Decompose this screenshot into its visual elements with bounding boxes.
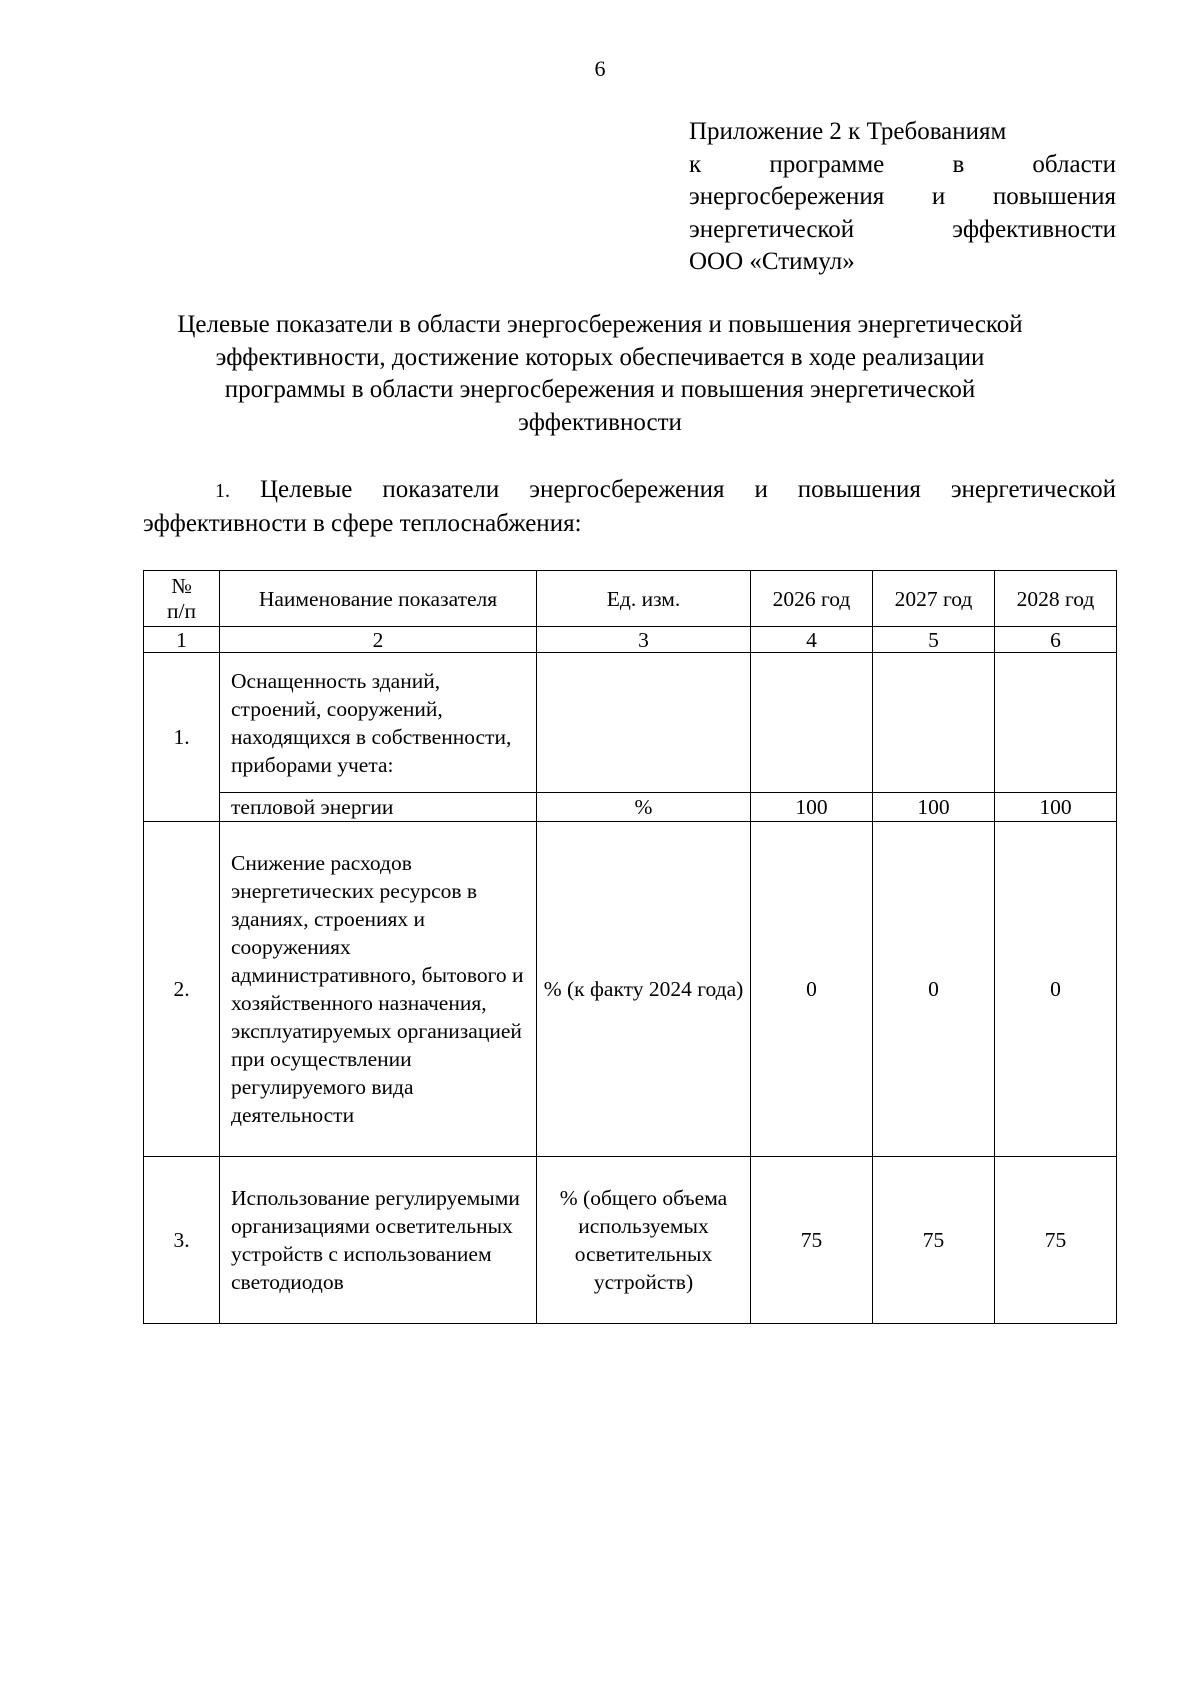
header-2028: 2028 год — [995, 571, 1117, 627]
row-number: 2. — [144, 822, 220, 1157]
title-line: Целевые показатели в области энергосбережения и повышения энергетической — [177, 311, 1023, 338]
header-number-sign: № — [171, 573, 192, 598]
column-number: 1 — [144, 627, 220, 653]
row-value-empty — [751, 653, 873, 793]
header-name: Наименование показателя — [220, 571, 537, 627]
page-number: 6 — [594, 56, 606, 81]
column-number-row — [144, 627, 1117, 653]
row-value-2026: 75 — [751, 1157, 873, 1324]
subrow-value-2028: 100 — [995, 793, 1117, 822]
row-value-2028: 0 — [995, 822, 1117, 1157]
row-name: Использование регулируемыми организациями осветительных устройств с использованием светодиодов — [220, 1157, 537, 1324]
header-number-abbr: п/п — [167, 598, 196, 623]
document-title — [0, 309, 1200, 439]
column-number: 5 — [873, 627, 995, 653]
row-name: Оснащенность зданий, строений, сооружений, находящихся в собственности, приборами учета: — [220, 653, 537, 793]
column-number: 3 — [537, 627, 751, 653]
indicators-table — [143, 570, 1117, 1324]
appendix-line: ООО «Стимул» — [689, 248, 855, 275]
header-2027: 2027 год — [873, 571, 995, 627]
appendix-line: к программе в области — [689, 150, 1116, 178]
row-value-2028: 75 — [995, 1157, 1117, 1324]
column-number: 2 — [220, 627, 537, 653]
subrow-unit: % — [537, 793, 751, 822]
section-heading-line — [143, 474, 1116, 508]
row-unit-empty — [537, 653, 751, 793]
row-value-empty — [873, 653, 995, 793]
table-header-row — [144, 571, 1117, 627]
subrow-value-2026: 100 — [751, 793, 873, 822]
header-2026: 2026 год — [751, 571, 873, 627]
table-row — [144, 653, 1117, 793]
row-number: 3. — [144, 1157, 220, 1324]
title-line: программы в области энергосбережения и повышения энергетической — [224, 376, 976, 403]
column-number: 4 — [751, 627, 873, 653]
appendix-line: энергосбережения и повышения — [689, 183, 1116, 210]
row-number: 1. — [144, 653, 220, 822]
row-value-empty — [995, 653, 1117, 793]
header-unit: Ед. изм. — [537, 571, 751, 627]
row-unit: % (общего объема используемых осветительных устройств) — [537, 1157, 751, 1324]
table-row — [144, 1157, 1117, 1324]
row-value-2027: 75 — [873, 1157, 995, 1324]
appendix-block — [689, 116, 1116, 279]
section-number: 1. — [215, 480, 230, 502]
appendix-line: энергетической эффективности — [689, 215, 1116, 243]
row-name: Снижение расходов энергетических ресурсов в зданиях, строениях и сооружениях административного, бытового и хозяйственного назначения, эксплуатируемых организацией при осуществлении регулируемого вида деятельности — [220, 822, 537, 1157]
header-number — [144, 571, 220, 627]
appendix-line: Приложение 2 к Требованиям — [689, 118, 1007, 145]
section-title-part1: Целевые показатели энергосбережения и повышения энергетической — [259, 476, 1116, 503]
table-subrow — [144, 793, 1117, 822]
row-value-2027: 0 — [873, 822, 995, 1157]
subrow-value-2027: 100 — [873, 793, 995, 822]
table-row — [144, 822, 1117, 1157]
column-number: 6 — [995, 627, 1117, 653]
row-value-2026: 0 — [751, 822, 873, 1157]
subrow-name: тепловой энергии — [220, 793, 537, 822]
title-line: эффективности — [518, 408, 682, 436]
section-heading — [143, 474, 1116, 540]
row-unit: % (к факту 2024 года) — [537, 822, 751, 1157]
section-title-part2: эффективности в сфере теплоснабжения: — [143, 509, 582, 537]
title-line: эффективности, достижение которых обеспечивается в ходе реализации — [215, 343, 985, 371]
